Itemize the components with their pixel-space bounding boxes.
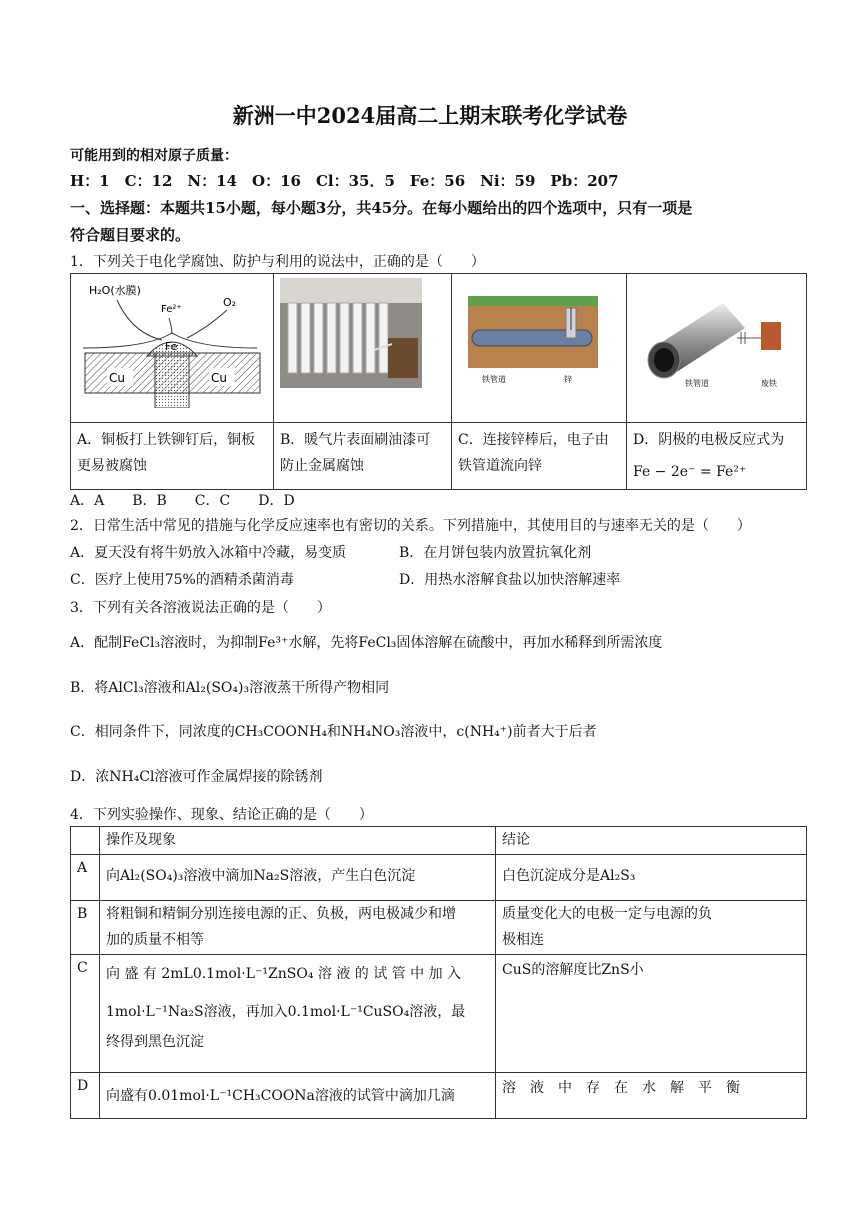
q4-row-a-con: 白色沉淀成分是Al₂S₃ bbox=[496, 855, 807, 901]
q1-figure-d bbox=[627, 274, 807, 423]
q1-option-c-caption bbox=[452, 423, 627, 490]
q4-stem: 4．下列实验操作、现象、结论正确的是（ ） bbox=[70, 807, 373, 823]
fig-a-label-fe: Fe bbox=[165, 340, 178, 353]
q4-header-op: 操作及现象 bbox=[100, 827, 496, 855]
q1-c-line2: 铁管道流向锌 bbox=[458, 458, 542, 474]
fig-a-label-cu-left: Cu bbox=[109, 371, 125, 385]
fig-a-label-cu-right: Cu bbox=[211, 371, 227, 385]
q4-row-c-key: C bbox=[71, 955, 100, 1073]
q4-row-d-op: 向盛有0.01mol·L⁻¹CH₃COONa溶液的试管中滴加几滴 bbox=[100, 1073, 496, 1119]
q4-row-d-con: 溶 液 中 存 在 水 解 平 衡 bbox=[496, 1073, 807, 1119]
q3-option-a: A．配制FeCl₃溶液时，为抑制Fe³⁺水解，先将FeCl₃固体溶解在硫酸中，再加水稀释到所需浓度 bbox=[70, 635, 663, 651]
q2-option-d: D．用热水溶解食盐以加快溶解速率 bbox=[399, 572, 621, 588]
q4-row-c-op-line3: 终得到黑色沉淀 bbox=[106, 1034, 204, 1050]
q1-option-d-caption bbox=[627, 423, 807, 490]
q1-figure-a bbox=[71, 274, 274, 423]
q4-row-b-con-line2: 极相连 bbox=[502, 932, 544, 948]
q1-d-equation: Fe − 2e⁻ = Fe²⁺ bbox=[633, 464, 747, 480]
q4-row-c-con: CuS的溶解度比ZnS小 bbox=[496, 955, 807, 1073]
q1-c-line1: C．连接锌棒后，电子由 bbox=[458, 432, 609, 448]
q4-row-a-op: 向Al₂(SO₄)₃溶液中滴加Na₂S溶液，产生白色沉淀 bbox=[100, 855, 496, 901]
q3-option-b: B．将AlCl₃溶液和Al₂(SO₄)₃溶液蒸干所得产物相同 bbox=[70, 680, 390, 696]
fig-a-label-fe-ion: Fe²⁺ bbox=[161, 304, 182, 315]
table-row bbox=[71, 955, 807, 1073]
pipe-scrap-iron-diagram bbox=[633, 278, 798, 408]
q2-option-a: A．夏天没有将牛奶放入冰箱中冷藏，易变质 bbox=[70, 545, 347, 561]
q1-b-line1: B．暖气片表面刷油漆可 bbox=[280, 432, 431, 448]
q1-stem: 1．下列关于电化学腐蚀、防护与利用的说法中，正确的是（ ） bbox=[70, 254, 485, 270]
q4-header-con: 结论 bbox=[496, 827, 807, 855]
q1-option-a-caption bbox=[71, 423, 274, 490]
q2-option-c: C．医疗上使用75%的酒精杀菌消毒 bbox=[70, 572, 294, 588]
q1-figure-c bbox=[452, 274, 627, 423]
table-row bbox=[71, 855, 807, 901]
q1-options: A．A B．B C．C D．D bbox=[70, 493, 295, 509]
q4-row-b-op bbox=[100, 901, 496, 955]
q4-row-d-key: D bbox=[71, 1073, 100, 1119]
q4-row-c-op-line2: 1mol·L⁻¹Na₂S溶液，再加入0.1mol·L⁻¹CuSO₄溶液，最 bbox=[106, 1004, 466, 1020]
q4-row-b-con bbox=[496, 901, 807, 955]
section-1-instructions: 一、选择题：本题共15小题，每小题3分，共45分。在每小题给出的四个选项中，只有一项是 bbox=[70, 199, 693, 217]
q1-figure-table bbox=[70, 273, 807, 490]
rivet-corrosion-diagram bbox=[77, 278, 267, 408]
atomic-mass-list: H：1 C：12 N：14 O：16 Cl：35．5 Fe：56 Ni：59 Pb：207 bbox=[70, 172, 619, 190]
q4-row-b-op-line2: 加的质量不相等 bbox=[106, 932, 204, 948]
q1-b-line2: 防止金属腐蚀 bbox=[280, 458, 364, 474]
q4-header-key bbox=[71, 827, 100, 855]
fig-c-label-pipe: 铁管道 bbox=[482, 375, 506, 384]
q2-option-b: B．在月饼包装内放置抗氧化剂 bbox=[399, 545, 592, 561]
fig-a-label-o2: O₂ bbox=[223, 296, 237, 309]
q4-table bbox=[70, 826, 807, 1119]
q1-option-b-caption bbox=[274, 423, 452, 490]
table-row bbox=[71, 901, 807, 955]
q4-row-b-con-line1: 质量变化大的电极一定与电源的负 bbox=[502, 906, 712, 922]
q3-stem: 3．下列有关各溶液说法正确的是（ ） bbox=[70, 600, 331, 616]
q4-row-a-key: A bbox=[71, 855, 100, 901]
q3-option-d: D．浓NH₄Cl溶液可作金属焊接的除锈剂 bbox=[70, 769, 323, 785]
q4-row-b-op-line1: 将粗铜和精铜分别连接电源的正、负极，两电极减少和增 bbox=[106, 906, 456, 922]
q4-row-c-op bbox=[100, 955, 496, 1073]
fig-a-label-water: H₂O(水膜) bbox=[89, 284, 141, 297]
q1-d-line1: D．阴极的电极反应式为 bbox=[633, 432, 785, 448]
q4-row-b-key: B bbox=[71, 901, 100, 955]
q4-row-c-op-line1: 向 盛 有 2mL0.1mol·L⁻¹ZnSO₄ 溶 液 的 试 管 中 加 入 bbox=[106, 966, 462, 982]
buried-pipe-zinc-diagram bbox=[458, 278, 620, 408]
q1-a-line2: 更易被腐蚀 bbox=[77, 458, 147, 474]
section-1-instructions-cont: 符合题目要求的。 bbox=[70, 226, 191, 244]
atomic-mass-label: 可能用到的相对原子质量： bbox=[70, 148, 238, 164]
q3-option-c: C．相同条件下，同浓度的CH₃COONH₄和NH₄NO₃溶液中，c(NH₄⁺)前者大于后者 bbox=[70, 724, 597, 740]
fig-d-label-pipe: 铁管道 bbox=[685, 379, 709, 388]
exam-title: 新洲一中2024届高二上期末联考化学试卷 bbox=[232, 103, 628, 128]
radiator-photo bbox=[280, 278, 445, 408]
q2-stem: 2．日常生活中常见的措施与化学反应速率也有密切的关系。下列措施中，其使用目的与速率无关的是（ ） bbox=[70, 518, 751, 534]
q1-a-line1: A．铜板打上铁铆钉后，铜板 bbox=[77, 432, 256, 448]
q1-figure-b bbox=[274, 274, 452, 423]
fig-c-label-zinc: 锌 bbox=[564, 375, 572, 384]
table-row bbox=[71, 1073, 807, 1119]
fig-d-label-scrap: 废铁 bbox=[761, 379, 777, 388]
